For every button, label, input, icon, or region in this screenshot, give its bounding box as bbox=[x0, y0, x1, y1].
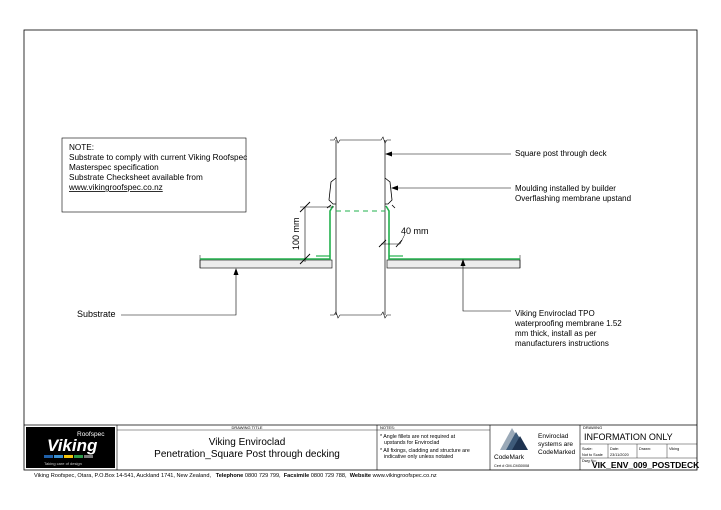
tpo-membrane bbox=[200, 206, 520, 259]
note-line-1: Substrate to comply with current Viking Roofspec bbox=[69, 153, 248, 162]
codemark-logo bbox=[494, 428, 529, 468]
footer-web-label: Website bbox=[349, 473, 372, 479]
label-substrate: Substrate bbox=[77, 309, 116, 319]
moulding-left bbox=[329, 178, 336, 204]
label-moulding-2: Overflashing membrane upstand bbox=[515, 194, 632, 203]
label-tpo-3: mm thick, install as per bbox=[515, 329, 597, 338]
codemark-text-3: CodeMarked bbox=[538, 449, 576, 456]
label-tpo-4: manufacturers instructions bbox=[515, 339, 609, 348]
codemark-text-2: systems are bbox=[538, 441, 574, 448]
dimension-40mm bbox=[379, 226, 429, 247]
notes-line-2: upstands for Enviroclad bbox=[384, 440, 440, 446]
label-tpo-2: waterproofing membrane 1.52 bbox=[515, 319, 622, 328]
leader-tpo bbox=[461, 259, 623, 348]
label-square-post: Square post through deck bbox=[515, 149, 607, 158]
scale-value: Not to Scale bbox=[582, 453, 603, 457]
footer-tel-label: Telephone bbox=[215, 473, 244, 479]
drawing-title-line-1: Viking Enviroclad bbox=[208, 437, 286, 448]
drawing-title-caption: DRAWING TITLE bbox=[231, 425, 263, 430]
note-box bbox=[62, 138, 247, 212]
logo-main-text: Viking bbox=[47, 436, 98, 455]
moulding-right bbox=[385, 178, 392, 204]
footer-fax: 0800 729 788, bbox=[310, 473, 347, 479]
notes-line-3: * All fixings, cladding and structure are bbox=[380, 448, 470, 454]
deck-left bbox=[200, 260, 332, 268]
note-heading: NOTE: bbox=[69, 143, 95, 152]
dim-40-label: 40 mm bbox=[401, 226, 429, 236]
footer-contact bbox=[34, 473, 437, 479]
deck-right bbox=[387, 260, 520, 268]
logo-small-text: Roofspec bbox=[77, 431, 105, 438]
leader-moulding bbox=[391, 184, 631, 203]
scale-caption: Scale: bbox=[582, 447, 593, 451]
footer-tel: 0800 729 799, bbox=[244, 473, 281, 479]
drawing-caption: DRAWING bbox=[583, 425, 603, 430]
leader-substrate bbox=[77, 268, 239, 319]
dwg-number: VIK_ENV_009_POSTDECK bbox=[592, 460, 700, 470]
note-link[interactable]: www.vikingroofspec.co.nz bbox=[69, 183, 163, 192]
viking-logo bbox=[26, 427, 115, 468]
title-block bbox=[24, 425, 700, 470]
codemark-cert: Cert # GM-CM30008 bbox=[494, 464, 530, 468]
drawing-title-line-2: Penetration_Square Post through decking bbox=[154, 449, 340, 460]
codemark-name: CodeMark bbox=[494, 454, 524, 461]
dwg-caption: Dwg No: bbox=[582, 459, 597, 463]
membrane-left bbox=[200, 206, 333, 259]
label-moulding-1: Moulding installed by builder bbox=[515, 184, 616, 193]
leader-square-post bbox=[385, 149, 608, 158]
sheet-border bbox=[24, 30, 697, 470]
decking bbox=[200, 255, 520, 268]
footer-fax-label: Facsimile bbox=[283, 473, 310, 479]
notes-line-1: * Angle fillets are not required at bbox=[380, 434, 456, 440]
dim-100-label: 100 mm bbox=[291, 217, 301, 250]
logo-tagline: Taking care of design bbox=[44, 461, 82, 466]
date-caption: Date: bbox=[610, 447, 620, 451]
codemark-text-1: Enviroclad bbox=[538, 433, 569, 440]
drawn-caption: Drawn: bbox=[639, 447, 652, 451]
label-tpo-1: Viking Enviroclad TPO bbox=[515, 309, 595, 318]
footer-web-link[interactable]: www.vikingroofspec.co.nz bbox=[372, 473, 437, 479]
date-value: 23/11/2020 bbox=[610, 453, 629, 457]
note-line-2: Masterspec specification bbox=[69, 163, 159, 172]
notes-line-4: indicative only unless notated bbox=[384, 454, 454, 460]
post-break-top bbox=[330, 137, 391, 143]
footer-address: Viking Roofspec, Otara, P.O.Box 14-541, Auckland 1741, New Zealand, bbox=[34, 473, 212, 479]
information-only: INFORMATION ONLY bbox=[584, 432, 673, 442]
notes-caption: NOTES: bbox=[380, 425, 395, 430]
note-line-3: Substrate Checksheet available from bbox=[69, 173, 203, 182]
dimension-100mm bbox=[291, 202, 334, 264]
post-break-bottom bbox=[330, 312, 391, 318]
square-post bbox=[330, 137, 391, 318]
drawn-value: Viking bbox=[669, 447, 680, 451]
